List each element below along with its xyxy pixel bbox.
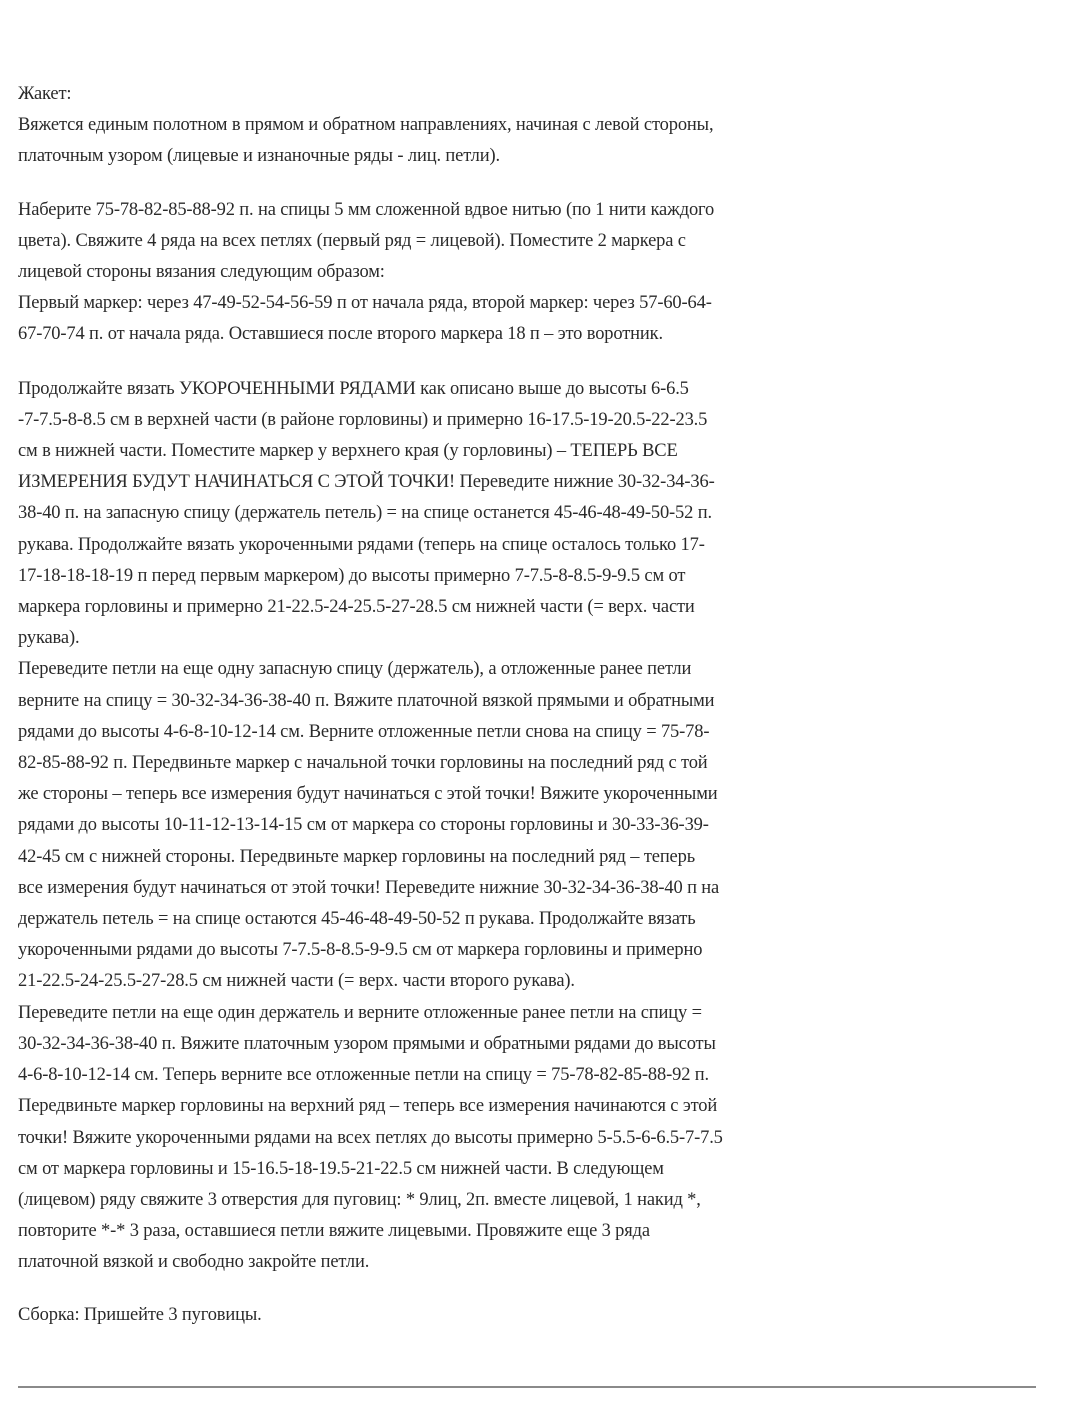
text-line: ИЗМЕРЕНИЯ БУДУТ НАЧИНАТЬСЯ С ЭТОЙ ТОЧКИ! Переведите нижние 30-32-34-36- bbox=[18, 471, 715, 493]
text-line: Наберите 75-78-82-85-88-92 п. на спицы 5 мм сложенной вдвое нитью (по 1 нити каждого bbox=[18, 198, 715, 220]
text-line: Переведите петли на еще одну запасную спицу (держатель), а отложенные ранее петли bbox=[18, 658, 692, 680]
text-line: верните на спицу = 30-32-34-36-38-40 п. Вяжите платочной вязкой прямыми и обратными bbox=[18, 689, 715, 711]
text-line: маркера горловины и примерно 21-22.5-24-25.5-27-28.5 см нижней части (= верх. части bbox=[18, 596, 695, 618]
main-instructions-paragraph bbox=[18, 373, 1074, 1278]
text-line: рукава). bbox=[18, 627, 80, 649]
text-line: Передвиньте маркер горловины на верхний ряд – теперь все измерения начинаются с этой bbox=[18, 1095, 718, 1117]
text-line: 4-6-8-10-12-14 см. Теперь верните все отложенные петли на спицу = 75-78-82-85-88-92 п. bbox=[18, 1064, 709, 1086]
text-line: 82-85-88-92 п. Передвиньте маркер с начальной точки горловины на последний ряд с той bbox=[18, 752, 708, 774]
text-line: повторите *-* 3 раза, оставшиеся петли вяжите лицевыми. Провяжите еще 3 ряда bbox=[18, 1220, 650, 1242]
text-line: платочным узором (лицевые и изнаночные ряды - лиц. петли). bbox=[18, 145, 501, 167]
text-line: держатель петель = на спице остаются 45-46-48-49-50-52 п рукава. Продолжайте вязать bbox=[18, 908, 696, 930]
text-line: лицевой стороны вязания следующим образом: bbox=[18, 261, 385, 283]
section-title-block bbox=[18, 78, 1074, 172]
text-line: 30-32-34-36-38-40 п. Вяжите платочным узором прямыми и обратными рядами до высоты bbox=[18, 1032, 716, 1054]
text-line: 38-40 п. на запасную спицу (держатель петель) = на спице останется 45-46-48-49-50-52 п. bbox=[18, 502, 712, 524]
text-line: 17-18-18-18-19 п перед первым маркером) до высоты примерно 7-7.5-8-8.5-9-9.5 см от bbox=[18, 564, 686, 586]
text-line: см от маркера горловины и 15-16.5-18-19.5-21-22.5 см нижней части. В следующем bbox=[18, 1157, 664, 1179]
text-line: см в нижней части. Поместите маркер у верхнего края (у горловины) – ТЕПЕРЬ ВСЕ bbox=[18, 440, 678, 462]
text-line: 67-70-74 п. от начала ряда. Оставшиеся после второго маркера 18 п – это воротник. bbox=[18, 323, 663, 345]
text-line: цвета). Свяжите 4 ряда на всех петлях (первый ряд = лицевой). Поместите 2 маркера с bbox=[18, 229, 686, 251]
text-line: укороченными рядами до высоты 7-7.5-8-8.5-9-9.5 см от маркера горловины и примерно bbox=[18, 939, 703, 961]
text-line: -7-7.5-8-8.5 см в верхней части (в районе горловины) и примерно 16-17.5-19-20.5-22-23.5 bbox=[18, 408, 708, 430]
text-line: рукава. Продолжайте вязать укороченными рядами (теперь на спице осталось только 17- bbox=[18, 533, 705, 555]
text-line: Переведите петли на еще один держатель и верните отложенные ранее петли на спицу = bbox=[18, 1001, 702, 1023]
bottom-divider bbox=[18, 1386, 1036, 1388]
text-line: точки! Вяжите укороченными рядами на всех петлях до высоты примерно 5-5.5-6-6.5-7-7.5 bbox=[18, 1126, 723, 1148]
text-line: Первый маркер: через 47-49-52-54-56-59 п от начала ряда, второй маркер: через 57-60-64- bbox=[18, 292, 712, 314]
text-line: платочной вязкой и свободно закройте петли. bbox=[18, 1251, 370, 1273]
text-line: 21-22.5-24-25.5-27-28.5 см нижней части (= верх. части второго рукава). bbox=[18, 970, 575, 992]
text-line: (лицевом) ряду свяжите 3 отверстия для пуговиц: * 9лиц, 2п. вместе лицевой, 1 накид *, bbox=[18, 1188, 701, 1210]
text-line: же стороны – теперь все измерения будут начинаться с этой точки! Вяжите укороченными bbox=[18, 783, 718, 805]
text-line: все измерения будут начинаться от этой точки! Переведите нижние 30-32-34-36-38-40 п на bbox=[18, 876, 720, 898]
text-line: рядами до высоты 10-11-12-13-14-15 см от маркера со стороны горловины и 30-33-36-39- bbox=[18, 814, 709, 836]
section-title: Жакет: bbox=[18, 83, 72, 104]
text-line: Продолжайте вязать УКОРОЧЕННЫМИ РЯДАМИ как описано выше до высоты 6-6.5 bbox=[18, 377, 689, 399]
knitting-pattern-document bbox=[18, 78, 1074, 1330]
assembly-line: Сборка: Пришейте 3 пуговицы. bbox=[18, 1303, 262, 1325]
text-line: 42-45 см с нижней стороны. Передвиньте маркер горловины на последний ряд – теперь bbox=[18, 845, 696, 867]
cast-on-paragraph bbox=[18, 194, 1074, 350]
text-line: рядами до высоты 4-6-8-10-12-14 см. Верните отложенные петли снова на спицу = 75-78- bbox=[18, 720, 710, 742]
assembly-paragraph bbox=[18, 1299, 1074, 1330]
text-line: Вяжется единым полотном в прямом и обратном направлениях, начиная с левой стороны, bbox=[18, 114, 714, 136]
